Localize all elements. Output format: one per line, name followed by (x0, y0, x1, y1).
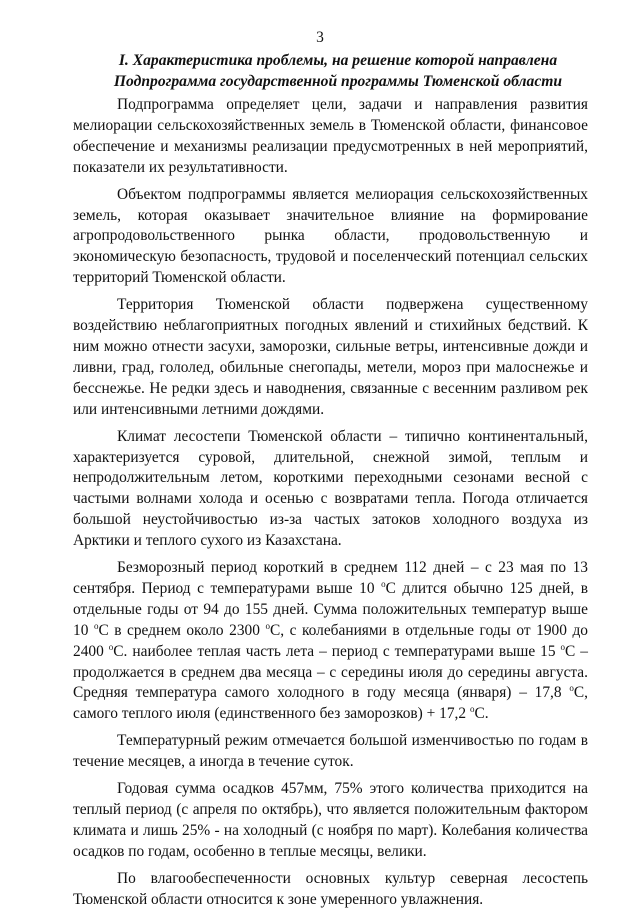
paragraph-temperature-regime: Температурный режим отмечается большой изменчивостью по годам в течение месяцев, а иногда в течение суток. (73, 732, 588, 771)
degree-mark: о (93, 620, 99, 631)
frost-text-5: С. наиболее теплая часть лета – период с температурами выше 15 (113, 642, 561, 660)
frost-text-8: С. (474, 705, 489, 723)
frost-text-1: Безморозный период короткий в среднем 112 дней – с 23 мая по 13 сентября. Период с температурами выше 10 (73, 559, 588, 597)
section-heading (88, 50, 588, 92)
degree-mark: о (381, 578, 386, 589)
paragraph-object: Объектом подпрограммы является мелиорация сельскохозяйственных земель, которая оказывает значительное влияние на формирование агропродовольственного рынка области, продовольственную и экономическую безопасность, трудовой и поселенческий потенциал сельских территорий Тюменской области. (73, 185, 588, 287)
paragraph-frost-free-period (73, 558, 588, 725)
page-number: 3 (316, 29, 324, 46)
frost-text-3: С в среднем около 2300 (98, 621, 266, 639)
degree-mark: о (469, 704, 475, 715)
paragraph-purpose: Подпрограмма определяет цели, задачи и направления развития мелиорации сельскохозяйственных земель в Тюменской области, финансовое обеспечение и механизмы реализации предусмотренных в ней мероприятий, показатели их результативности. (73, 96, 588, 176)
paragraph-climate: Климат лесостепи Тюменской области – типично континентальный, характеризуется суровой, длительной, снежной зимой, теплым и непродолжительным летом, короткими переходными сезонами весной с частыми волнами холода и осенью с возвратами тепла. Погода отличается большой неустойчивостью из-за частых затоков холодного воздуха из Арктики и теплого сухого из Казахстана. (73, 427, 588, 550)
degree-mark: о (108, 641, 114, 652)
section-heading-line-2: Подпрограмма государственной программы Тюменской области (113, 73, 563, 90)
section-heading-line-1: I. Характеристика проблемы, на решение которой направлена (118, 52, 558, 69)
frost-text-2: С длится обычно 125 дней, в отдельные годы от 94 до 155 дней. Сумма положительных температур выше 10 (73, 579, 588, 639)
frost-text-4: С, с колебаниями в отдельные годы от 1900 до 2400 (73, 621, 588, 660)
paragraph-moisture-zone: По влагообеспеченности основных культур северная лесостепь Тюменской области относится к зоне умеренного увлажнения. (73, 869, 588, 908)
frost-text-6: С – продолжается в среднем два месяца – с середины июля до середины августа. Средняя температура самого холодного в году месяца (января) – 17,8 (73, 642, 588, 702)
degree-mark: о (560, 641, 566, 652)
paragraph-precipitation: Годовая сумма осадков 457мм, 75% этого количества приходится на теплый период (с апреля по октябрь), что является положительным фактором климата и лишь 25% - на холодный (с ноября по март). Колебания количества осадков по годам, особенно в теплые месяцы, велики. (73, 780, 588, 860)
frost-text-7: С, самого теплого июля (единственного без заморозков) + 17,2 (73, 684, 588, 723)
degree-mark: о (265, 620, 270, 631)
paragraph-weather-hazards: Территория Тюменской области подвержена существенному воздействию неблагоприятных погодных явлений и стихийных бедствий. К ним можно отнести засухи, заморозки, сильные ветры, интенсивные дожди и ливни, град, гололед, обильные снегопады, метели, мороз при малоснежье и бесснежье. Не редки здесь и наводнения, связанные с весенним разливом рек или интенсивными летними дождями. (73, 296, 588, 418)
degree-mark: о (569, 683, 574, 694)
body-text (73, 95, 588, 917)
